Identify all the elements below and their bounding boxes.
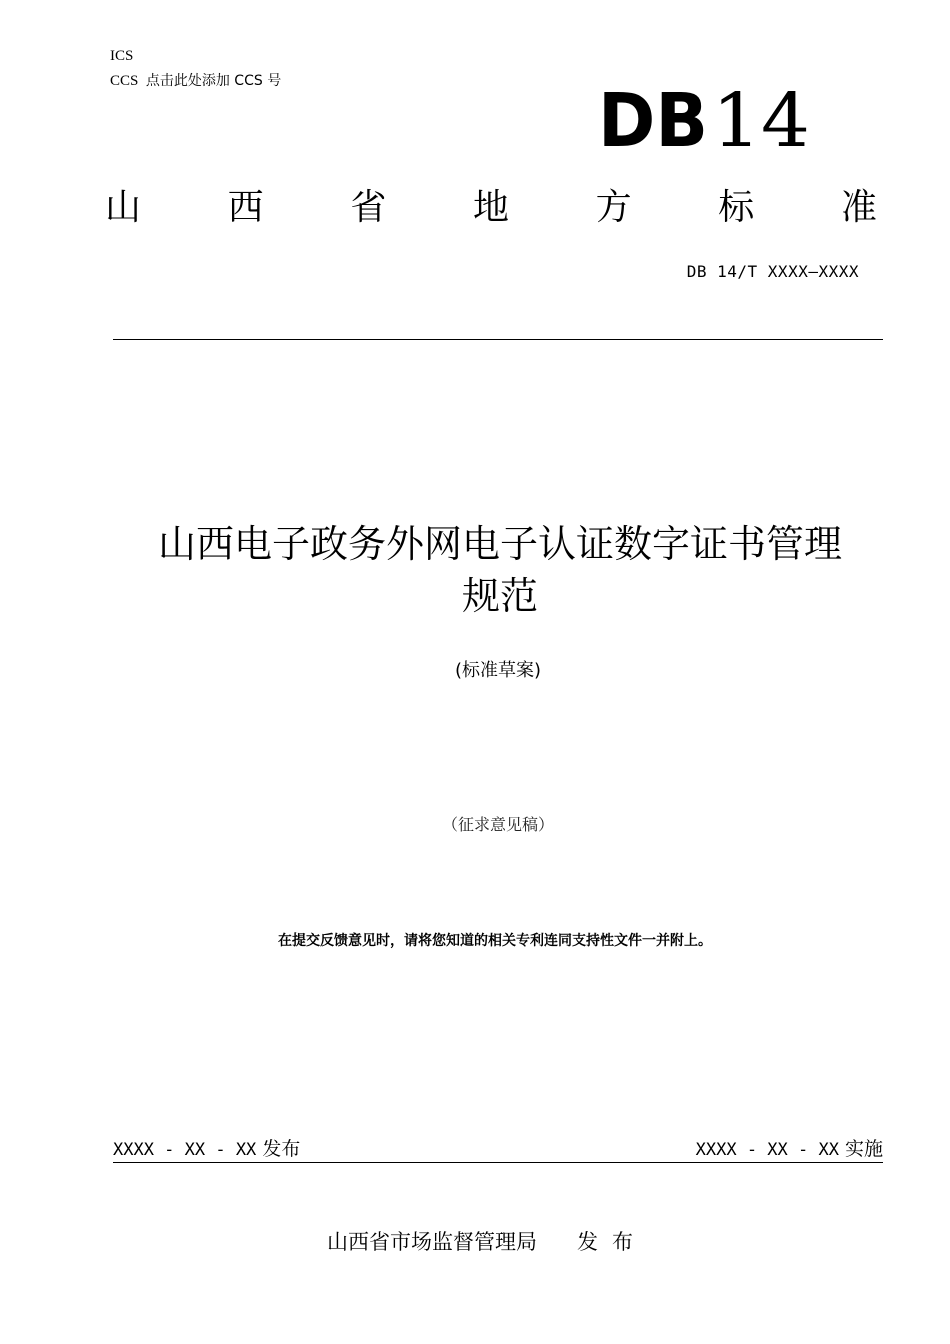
implement-label: 实施 bbox=[844, 1138, 883, 1160]
ics-label: ICS bbox=[110, 48, 134, 64]
publish-label: 发布 bbox=[262, 1138, 301, 1160]
logo-digits: 14 bbox=[712, 80, 810, 158]
draft-label: (标准草案) bbox=[454, 660, 542, 681]
consultation-label: （征求意见稿） bbox=[441, 815, 554, 834]
logo-letters: DB bbox=[598, 80, 708, 158]
heading-char: 准 bbox=[840, 187, 877, 228]
db14-logo bbox=[598, 80, 813, 158]
title-line-2: 规范 bbox=[461, 574, 538, 618]
ccs-hint[interactable]: 点击此处添加 CCS 号 bbox=[145, 73, 282, 89]
implement-date-line bbox=[696, 1134, 883, 1161]
title-line-1: 山西电子政务外网电子认证数字证书管理 bbox=[157, 522, 842, 566]
patent-notice: 在提交反馈意见时，请将您知道的相关专利连同支持性文件一并附上。 bbox=[278, 933, 712, 949]
publisher-line bbox=[0, 1226, 950, 1256]
implement-date[interactable]: XXXX - XX - XX bbox=[695, 1140, 839, 1160]
top-divider bbox=[113, 339, 883, 340]
document-title bbox=[100, 518, 900, 622]
standard-code: DB 14/T XXXX—XXXX bbox=[686, 262, 859, 281]
provincial-standard-heading bbox=[105, 182, 877, 234]
publish-date-line bbox=[113, 1134, 300, 1161]
ccs-line bbox=[110, 72, 281, 90]
heading-char: 山 bbox=[105, 187, 142, 228]
heading-char: 方 bbox=[595, 187, 632, 228]
ccs-label: CCS bbox=[110, 73, 139, 89]
heading-char: 西 bbox=[227, 187, 264, 228]
publish-date[interactable]: XXXX - XX - XX bbox=[113, 1140, 257, 1160]
heading-char: 标 bbox=[718, 187, 755, 228]
publisher-name: 山西省市场监督管理局 bbox=[327, 1230, 537, 1254]
heading-char: 地 bbox=[472, 187, 509, 228]
publisher-action: 发布 bbox=[577, 1230, 647, 1254]
bottom-divider bbox=[113, 1162, 883, 1163]
heading-char: 省 bbox=[350, 187, 387, 228]
